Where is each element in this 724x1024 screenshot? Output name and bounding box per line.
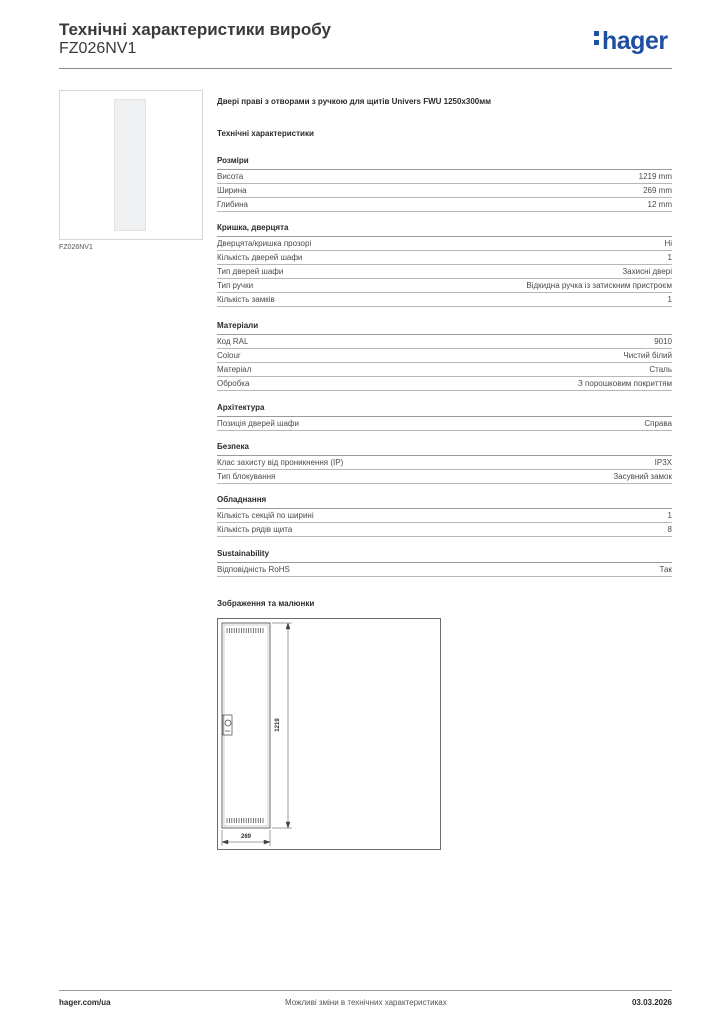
spec-label: Кількість дверей шафи xyxy=(217,253,303,262)
spec-label: Тип ручки xyxy=(217,281,254,290)
spec-value: 12 mm xyxy=(647,200,672,209)
spec-value: Так xyxy=(659,565,672,574)
spec-value: 269 mm xyxy=(643,186,672,195)
spec-label: Позиція дверей шафи xyxy=(217,419,299,428)
spec-section-safety xyxy=(217,441,672,484)
door-thumbnail-icon xyxy=(114,99,146,231)
spec-value: 1 xyxy=(667,511,672,520)
hager-logo[interactable] xyxy=(594,27,668,56)
width-label: 269 xyxy=(240,834,252,840)
logo-dots-icon xyxy=(594,27,600,48)
footer-date: 03.03.2026 xyxy=(631,998,672,1007)
door-drawing-svg xyxy=(218,619,440,849)
spec-value: Чистий білий xyxy=(623,351,672,360)
spec-label: Тип дверей шафи xyxy=(217,267,284,276)
footer-website-link[interactable]: hager.com/ua xyxy=(59,998,111,1007)
spec-value: Захисні двері xyxy=(622,267,672,276)
spec-section-architecture xyxy=(217,402,672,431)
spec-row xyxy=(217,349,672,363)
spec-section-materials xyxy=(217,320,672,391)
section-heading: Архітектура xyxy=(217,402,672,417)
tech-specs-heading: Технічні характеристики xyxy=(217,129,314,138)
section-heading: Sustainability xyxy=(217,548,672,563)
bottom-vents-icon xyxy=(227,818,263,823)
spec-row xyxy=(217,237,672,251)
section-heading: Розміри xyxy=(217,155,672,170)
spec-label: Colour xyxy=(217,351,241,360)
spec-row xyxy=(217,279,672,293)
spec-section-sustainability xyxy=(217,548,672,577)
spec-value: З порошковим покриттям xyxy=(578,379,672,388)
spec-row xyxy=(217,335,672,349)
spec-row xyxy=(217,363,672,377)
top-vents-icon xyxy=(227,628,263,633)
section-heading: Матеріали xyxy=(217,320,672,335)
spec-value: Засувний замок xyxy=(613,472,672,481)
door-handle-icon xyxy=(223,715,232,735)
spec-row xyxy=(217,417,672,431)
spec-label: Кількість замків xyxy=(217,295,275,304)
spec-value: 9010 xyxy=(654,337,672,346)
spec-row xyxy=(217,523,672,537)
spec-label: Кількість секцій по ширині xyxy=(217,511,314,520)
spec-label: Клас захисту від проникнення (IP) xyxy=(217,458,344,467)
spec-section-doors xyxy=(217,222,672,307)
spec-value: 1 xyxy=(667,295,672,304)
spec-row xyxy=(217,470,672,484)
product-title: Двері праві з отворами з ручкою для щитів Univers FWU 1250x300мм xyxy=(217,97,492,106)
spec-label: Висота xyxy=(217,172,244,181)
footer-divider xyxy=(59,990,672,991)
spec-value: IP3X xyxy=(654,458,672,467)
spec-value: 1 xyxy=(667,253,672,262)
spec-row xyxy=(217,456,672,470)
spec-value: Ні xyxy=(664,239,672,248)
spec-row xyxy=(217,265,672,279)
images-heading: Зображення та малюнки xyxy=(217,599,315,608)
page-title: Технічні характеристики виробу xyxy=(59,20,331,39)
spec-row xyxy=(217,170,672,184)
spec-label: Глибина xyxy=(217,200,248,209)
technical-drawing xyxy=(217,618,441,850)
spec-section-equipment xyxy=(217,494,672,537)
spec-row xyxy=(217,563,672,577)
spec-value: 1219 mm xyxy=(638,172,672,181)
thumbnail-caption: FZ026NV1 xyxy=(59,244,93,251)
spec-section-dimensions xyxy=(217,155,672,212)
spec-row xyxy=(217,184,672,198)
section-heading: Обладнання xyxy=(217,494,672,509)
spec-row xyxy=(217,509,672,523)
spec-label: Ширина xyxy=(217,186,247,195)
spec-row xyxy=(217,198,672,212)
footer-disclaimer: Можливі зміни в технічних характеристиках xyxy=(285,998,447,1007)
section-heading: Кришка, дверцята xyxy=(217,222,672,237)
section-heading: Безпека xyxy=(217,441,672,456)
spec-label: Код RAL xyxy=(217,337,249,346)
spec-row xyxy=(217,377,672,391)
spec-row xyxy=(217,293,672,307)
spec-value: Відкидна ручка із затискним пристроєм xyxy=(526,281,672,290)
spec-row xyxy=(217,251,672,265)
door-inner-outline xyxy=(224,625,268,826)
spec-value: Справа xyxy=(644,419,672,428)
spec-label: Відповідність RoHS xyxy=(217,565,290,574)
spec-label: Тип блокування xyxy=(217,472,276,481)
height-label: 1219 xyxy=(275,718,281,732)
spec-label: Кількість рядів щита xyxy=(217,525,293,534)
header-divider xyxy=(59,68,672,69)
logo-text: hager xyxy=(602,27,668,55)
spec-label: Дверцята/кришка прозорі xyxy=(217,239,312,248)
spec-label: Матеріал xyxy=(217,365,252,374)
product-thumbnail xyxy=(59,90,203,240)
spec-value: Сталь xyxy=(649,365,672,374)
product-code: FZ026NV1 xyxy=(59,40,137,57)
spec-label: Обробка xyxy=(217,379,250,388)
spec-value: 8 xyxy=(667,525,672,534)
